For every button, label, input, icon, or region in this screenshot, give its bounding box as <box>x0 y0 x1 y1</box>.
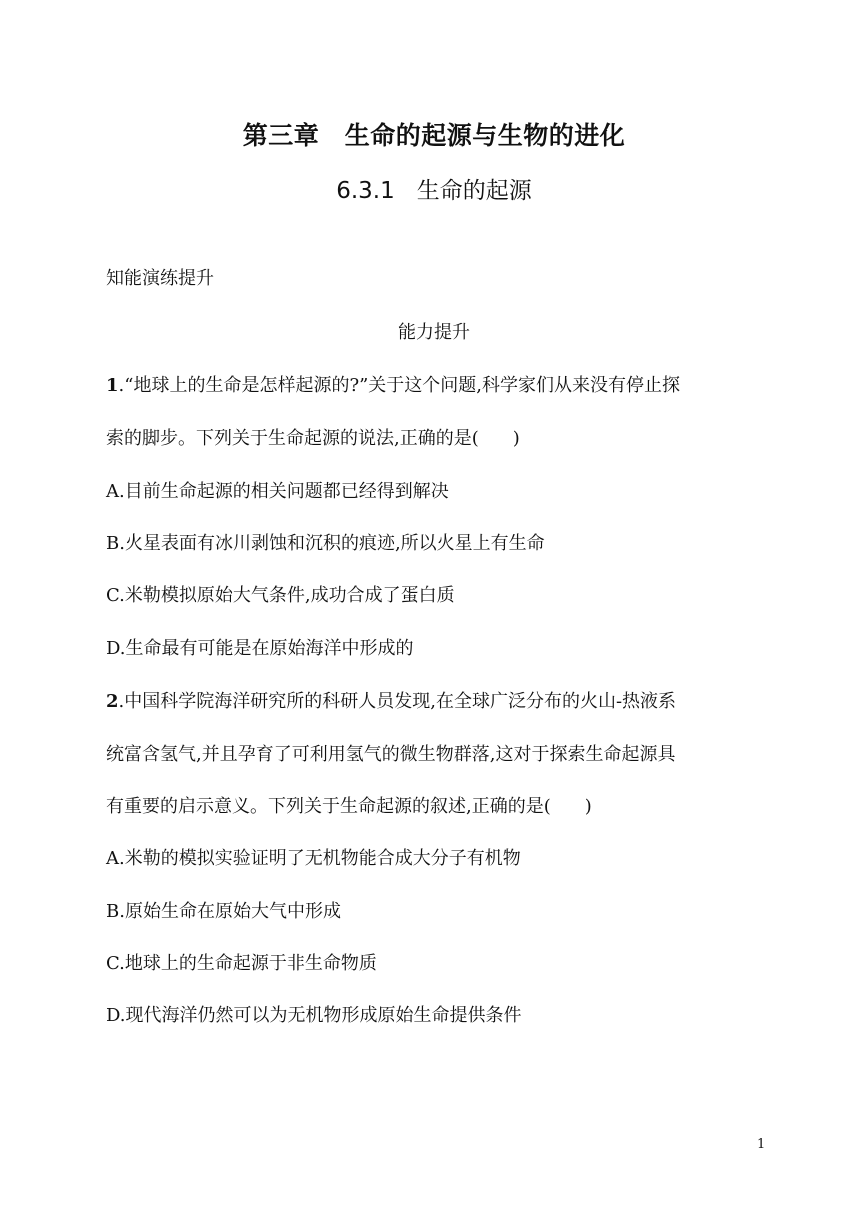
question-1-stem-end: ) <box>512 428 520 449</box>
question-1-stem-text-2: 索的脚步。下列关于生命起源的说法,正确的是( <box>106 428 479 449</box>
question-2-stem-end: ) <box>584 796 592 817</box>
question-2-stem-line-3 <box>106 792 592 818</box>
question-2-stem-line-1 <box>106 687 676 713</box>
question-1-stem-line-2 <box>106 424 520 450</box>
question-1-number: 1 <box>106 375 119 396</box>
section-title <box>0 172 868 205</box>
question-1-stem-line-1 <box>106 371 680 397</box>
question-1-option-b: B.火星表面有冰川剥蚀和沉积的痕迹,所以火星上有生命 <box>106 533 545 554</box>
question-2-stem-text-1: .中国科学院海洋研究所的科研人员发现,在全球广泛分布的火山-热液系 <box>118 691 677 712</box>
question-2-option-b: B.原始生命在原始大气中形成 <box>106 901 341 922</box>
chapter-title: 第三章 生命的起源与生物的进化 <box>242 121 626 150</box>
ability-heading: 能力提升 <box>398 322 470 343</box>
question-2-stem-text-3: 有重要的启示意义。下列关于生命起源的叙述,正确的是( <box>106 796 551 817</box>
question-2-option-c: C.地球上的生命起源于非生命物质 <box>106 953 377 974</box>
question-2-option-a: A.米勒的模拟实验证明了无机物能合成大分子有机物 <box>106 848 521 869</box>
question-1-stem-text-1: .“地球上的生命是怎样起源的?”关于这个问题,科学家们从来没有停止探 <box>118 375 681 396</box>
section-name: 生命的起源 <box>416 178 532 204</box>
question-1-option-d: D.生命最有可能是在原始海洋中形成的 <box>106 638 414 659</box>
question-2-option-d: D.现代海洋仍然可以为无机物形成原始生命提供条件 <box>106 1005 522 1026</box>
page-number: 1 <box>757 1137 766 1152</box>
question-2-number: 2 <box>106 691 119 712</box>
question-1-option-a: A.目前生命起源的相关问题都已经得到解决 <box>106 481 449 502</box>
section-number: 6.3.1 <box>336 178 395 204</box>
practice-heading: 知能演练提升 <box>106 268 214 289</box>
question-2-stem-line-2: 统富含氢气,并且孕育了可利用氢气的微生物群落,这对于探索生命起源具 <box>106 744 676 765</box>
question-1-option-c: C.米勒模拟原始大气条件,成功合成了蛋白质 <box>106 585 455 606</box>
